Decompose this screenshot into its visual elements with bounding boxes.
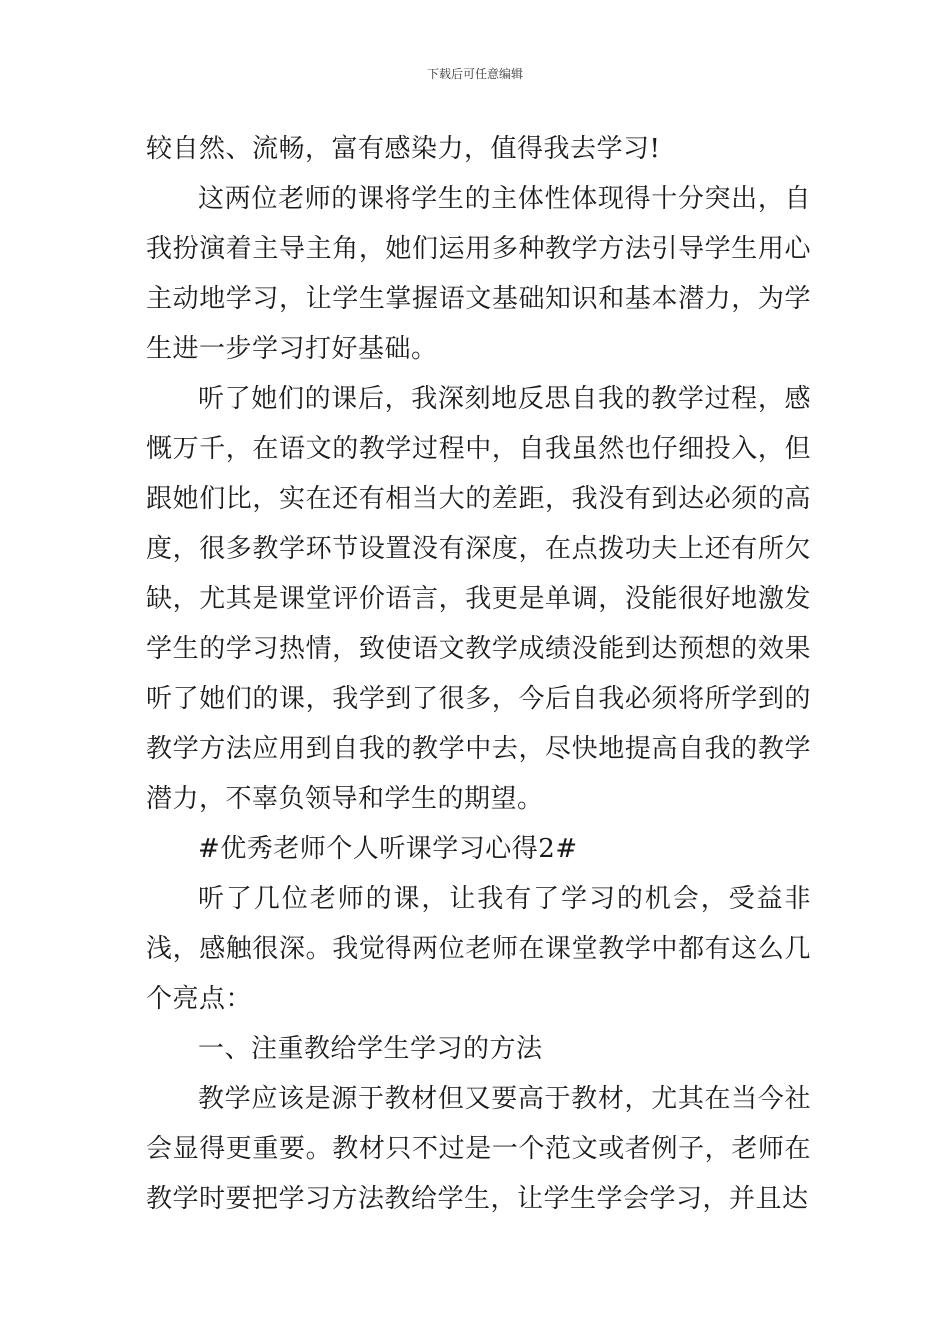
paragraph-5: 教学应该是源于教材但又要高于教材，尤其在当今社会显得更重要。教材只不过是一个范文或者例子，老师在教学时要把学习方法教给学生，让学生学会学习，并且达: [146, 1084, 811, 1214]
paragraph-2: 这两位老师的课将学生的主体性体现得十分突出，自我扮演着主导主角，她们运用多种教学方法引导学生用心主动地学习，让学生掌握语文基础知识和基本潜力，为学生进一步学习打好基础。: [146, 184, 811, 364]
page-header-note: 下载后可任意编辑: [426, 67, 523, 81]
subheading-1: 一、注重教给学生学习的方法: [198, 1034, 543, 1064]
paragraph-1: 较自然、流畅，富有感染力，值得我去学习!: [146, 134, 661, 164]
document-body: [146, 124, 811, 1224]
paragraph-3: 听了她们的课后，我深刻地反思自我的教学过程，感慨万千，在语文的教学过程中，自我虽然也仔细投入，但跟她们比，实在还有相当大的差距，我没有到达必须的高度，很多教学环节设置没有深度，在点拨功夫上还有所欠缺，尤其是课堂评价语言，我更是单调，没能很好地激发学生的学习热情，致使语文教学成绩没能到达预想的效果听了她们的课，我学到了很多，今后自我必须将所学到的教学方法应用到自我的教学中去，尽快地提高自我的教学潜力，不辜负领导和学生的期望。: [146, 384, 811, 814]
section-heading-2: #优秀老师个人听课学习心得2#: [198, 834, 578, 864]
paragraph-4: 听了几位老师的课，让我有了学习的机会，受益非浅，感触很深。我觉得两位老师在课堂教学中都有这么几个亮点：: [146, 884, 811, 1014]
